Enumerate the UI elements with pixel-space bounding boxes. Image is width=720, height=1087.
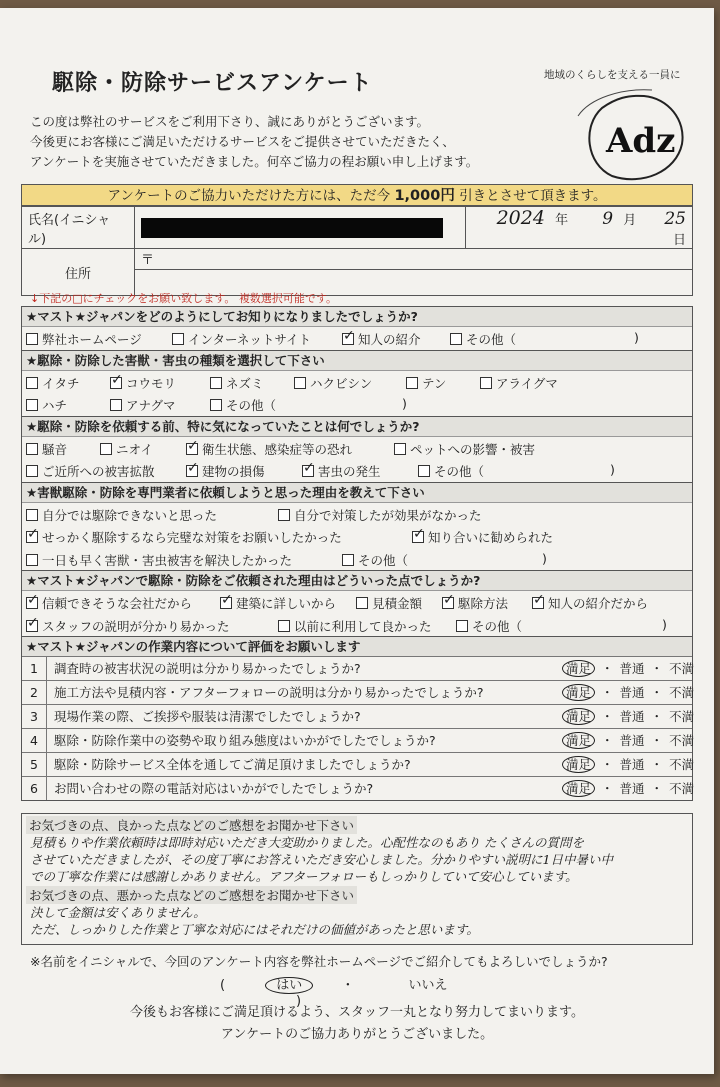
good-comments-text[interactable]: 見積もりや作業依頼時は即時対応いただき大変助かりました。心配性なのもあり たくさんの質問を させていただきましたが、その度丁寧にお答えいただき安心しました。分かりやすい説明に1日中暑い中 での丁寧な作業には感謝しかありません。アフターフォローもしっかりしていて安心しています。 [30,835,613,884]
option-building-damage[interactable]: ✓ 建物の損傷 [186,462,265,480]
survey-questions [21,306,693,801]
date-field[interactable] [466,207,693,249]
address-label: 住所 [22,249,135,296]
checkbox[interactable] [26,377,38,389]
rating-unsatisfied[interactable]: 不満 [669,757,695,772]
question-number: 6 [22,777,47,800]
checkbox[interactable] [450,333,462,345]
page-title: 駆除・防除サービスアンケート [52,71,373,96]
other-close: ) [610,462,615,477]
option-internet[interactable]: インターネットサイト [172,330,311,348]
year-unit: 年 [555,213,569,228]
option-insects[interactable]: ✓ 害虫の発生 [302,462,381,480]
option-building-expertise[interactable]: ✓ 建築に詳しいから [220,594,336,612]
rating-separator: ・ [601,781,614,796]
bad-comments-text[interactable]: 決して金額は安くありません。 ただ、しっかりした作業と丁寧な対応にはそれだけの価値があったと思います。 [30,905,479,937]
other-close: ) [542,550,547,566]
banner-pre: アンケートのご協力いただけた方には、ただ今 [107,188,391,204]
rating-satisfied-circled[interactable]: 満足 [562,684,595,701]
answer-separator: ・ [341,978,355,993]
checkbox-checked[interactable] [220,597,232,609]
checkbox[interactable] [172,333,184,345]
rating-separator: ・ [650,661,664,676]
rating-satisfied-circled[interactable]: 満足 [562,732,595,749]
rating-separator: ・ [650,781,664,796]
customer-info-table [21,206,693,296]
option-trustworthy[interactable]: ✓信頼できそうな会社だから [26,594,192,612]
rating-unsatisfied[interactable]: 不満 [669,733,695,748]
name-label: 氏名(イニシャル) [22,207,135,249]
rating-satisfied-circled[interactable]: 満足 [562,660,595,677]
answer-yes-circled[interactable]: はい [265,977,313,994]
evaluation-row [22,656,695,680]
checkbox[interactable] [418,465,430,477]
bad-comments-label: お気づきの点、悪かった点などのご感想をお聞かせ下さい [26,886,357,904]
instruction-note: ↓下記の□にチェックをお願い致します。 複数選択可能です。 [30,292,338,305]
rating-separator: ・ [650,685,664,700]
checkbox-checked[interactable] [26,597,38,609]
checkbox[interactable] [342,554,354,566]
option-bat[interactable]: ✓ コウモリ [110,374,176,392]
checkbox[interactable] [100,443,112,455]
other-close: ) [634,330,639,345]
section-heading: ★マスト★ジャパンをどのようにしてお知りになりましたでしょうか? [22,307,692,327]
rating-separator: ・ [650,733,664,748]
evaluation-row [22,728,695,752]
redacted-name [141,218,443,238]
banner-amount: 1,000円 [394,188,455,204]
checkbox[interactable] [356,597,368,609]
option-marten[interactable]: テン [406,374,446,392]
section-pest-type [22,350,692,416]
intro-text: この度は弊社のサービスをご利用下さり、誠にありがとうございます。 今後更にお客様にご満足いただけるサービスをご提供させていただきたく、 アンケートを実施させていただきました。何卒ご協力の程お願い申し上げます。 [30,114,479,169]
checkbox-checked[interactable] [442,597,454,609]
section-reason-professional [22,482,692,571]
checkbox[interactable] [26,509,38,521]
option-raccoon[interactable]: アライグマ [480,374,558,392]
checkbox[interactable] [210,377,222,389]
section-heading: ★害獣駆除・防除を専門業者に依頼しようと思った理由を教えて下さい [22,483,692,503]
question-text: お問い合わせの際の電話対応はいかがでしたでしょうか? [54,781,374,796]
checkbox-checked[interactable] [412,531,424,543]
rating-satisfied-circled[interactable]: 満足 [562,708,595,725]
question-text: 施工方法や見積内容・アフターフォローの説明は分かり易かったでしょうか? [54,685,484,700]
option-pets[interactable]: ペットへの影響・被害 [394,440,535,458]
question-number: 3 [22,705,47,728]
section-heading: ★駆除・防除を依頼する前、特に気になっていたことは何でしょうか? [22,417,692,437]
rating-separator: ・ [601,733,614,748]
rating-choices [562,681,694,704]
option-other[interactable]: その他（ [342,551,408,569]
option-clear-explanation[interactable]: ✓スタッフの説明が分かり易かった [26,617,230,635]
option-bee[interactable]: ハチ [26,396,67,414]
rating-separator: ・ [650,757,664,772]
survey-sheet [0,8,714,1074]
rating-unsatisfied[interactable]: 不満 [669,685,695,700]
other-close: ) [662,616,667,632]
rating-choices [562,705,694,728]
option-referral[interactable]: ✓ 知人の紹介 [342,330,421,348]
comments-box [21,813,693,945]
evaluation-row [22,680,695,704]
rating-normal[interactable]: 普通 [619,709,645,724]
rating-unsatisfied[interactable]: 不満 [669,661,695,676]
rating-separator: ・ [601,661,614,676]
rating-normal[interactable]: 普通 [619,757,645,772]
section-concerns [22,416,692,482]
checkbox-checked[interactable] [532,597,544,609]
question-number: 2 [22,681,47,704]
date-month: 9 [602,209,614,229]
option-other[interactable]: その他（ [450,330,516,348]
option-badger[interactable]: アナグマ [110,396,176,414]
checkbox-checked[interactable] [110,377,122,389]
section-reason-choice [22,570,692,636]
evaluation-rows [22,656,695,800]
question-number: 5 [22,753,47,776]
rating-normal[interactable]: 普通 [619,733,645,748]
paren-open: ( [220,978,226,993]
option-other[interactable]: その他（ [418,462,484,480]
rating-normal[interactable]: 普通 [619,781,645,796]
good-comments-label: お気づきの点、良かった点などのご感想をお聞かせ下さい [26,816,357,834]
checkbox-checked[interactable] [26,531,38,543]
rating-separator: ・ [601,685,614,700]
rating-choices [562,777,694,800]
rating-unsatisfied[interactable]: 不満 [669,709,695,724]
rating-separator: ・ [650,709,664,724]
checkbox[interactable] [26,333,38,345]
checkbox[interactable] [26,443,38,455]
checkbox[interactable] [406,377,418,389]
reward-banner [21,184,693,206]
postal-mark: 〒 [141,253,155,269]
option-neighbors[interactable]: ご近所への被害拡散 [26,462,155,480]
question-number: 4 [22,729,47,752]
date-day: 25 [664,209,686,229]
question-text: 現場作業の際、ご挨拶や服装は清潔でしたでしょうか? [54,709,361,724]
rating-unsatisfied[interactable]: 不満 [669,781,695,796]
month-unit: 月 [623,213,637,228]
question-text: 駆除・防除作業中の姿勢や取り組み態度はいかがでしたでしょうか? [54,733,436,748]
publish-permission-question: ※名前をイニシャルで、今回のアンケート内容を弊社ホームページでご紹介してもよろしいでしょうか? [30,954,608,969]
section-heading: ★駆除・防除した害獣・害虫の種類を選択して下さい [22,351,692,371]
rating-satisfied-circled[interactable]: 満足 [562,780,595,797]
question-number: 1 [22,657,47,680]
section-evaluation [22,636,695,800]
date-year: 2024 [496,207,545,229]
rating-choices [562,753,694,776]
rating-separator: ・ [601,709,614,724]
day-unit: 日 [672,233,686,248]
section-heading: ★マスト★ジャパンの作業内容について評価をお願いします [22,637,692,656]
option-referral[interactable]: ✓ 知人の紹介だから [532,594,648,612]
checkbox[interactable] [26,399,38,411]
banner-post: 引きとさせて頂きます。 [459,188,607,204]
checkbox-checked[interactable] [186,443,198,455]
checkbox[interactable] [294,377,306,389]
checkbox[interactable] [26,465,38,477]
checkbox-checked[interactable] [26,620,38,632]
checkbox[interactable] [26,554,38,566]
rating-normal[interactable]: 普通 [619,685,645,700]
evaluation-row [22,752,695,776]
rating-choices [562,657,694,680]
checkbox-checked[interactable] [302,465,314,477]
checkbox-checked[interactable] [342,333,354,345]
option-perfect-treatment[interactable]: ✓せっかく駆除するなら完璧な対策をお願いしたかった [26,528,342,546]
option-odor[interactable]: ニオイ [100,440,153,458]
checkbox-checked[interactable] [186,465,198,477]
option-other[interactable]: その他（ [210,396,276,414]
rating-separator: ・ [601,757,614,772]
other-close: ) [402,396,407,411]
evaluation-row [22,704,695,728]
paren-close: ) [296,994,302,1009]
closing-line-1: 今後もお客様にご満足頂けるよう、スタッフ一丸となり努力してまいります。 [130,1005,584,1020]
name-field[interactable] [135,207,466,249]
option-asap[interactable]: 一日も早く害獣・害虫被害を解決したかった [26,551,292,569]
option-self-failed[interactable]: 自分で対策したが効果がなかった [278,506,482,524]
option-civet[interactable]: ハクビシン [294,374,372,392]
evaluation-row [22,776,695,800]
rating-satisfied-circled[interactable]: 満足 [562,756,595,773]
logo-text: Adz [606,121,676,161]
question-text: 調査時の被害状況の説明は分かり易かったでしょうか? [54,661,361,676]
rating-normal[interactable]: 普通 [619,661,645,676]
option-cannot-self[interactable]: 自分では駆除できないと思った [26,506,217,524]
postal-field[interactable] [135,249,693,270]
option-recommended[interactable]: ✓ 知り合いに勧められた [412,528,553,546]
checkbox[interactable] [278,620,290,632]
section-heading: ★マスト★ジャパンで駆除・防除をご依頼された理由はどういった点でしょうか? [22,571,692,591]
answer-no[interactable]: いいえ [408,978,448,993]
checkbox[interactable] [480,377,492,389]
checkbox[interactable] [210,399,222,411]
checkbox[interactable] [110,399,122,411]
option-mouse[interactable]: ネズミ [210,374,264,392]
option-noise[interactable]: 騒音 [26,440,67,458]
option-homepage[interactable]: 弊社ホームページ [26,330,142,348]
option-estimate[interactable]: 見積金額 [356,594,422,612]
question-text: 駆除・防除サービス全体を通してご満足頂けましたでしょうか? [54,757,411,772]
option-used-before[interactable]: 以前に利用して良かった [278,617,432,635]
option-weasel[interactable]: イタチ [26,374,80,392]
brand-tagline: 地域のくらしを支える一員に [544,69,681,81]
section-source [22,307,692,350]
checkbox[interactable] [394,443,406,455]
company-logo [572,86,690,186]
checkbox[interactable] [278,509,290,521]
checkbox[interactable] [456,620,468,632]
option-other[interactable]: その他（ [456,617,522,635]
option-method[interactable]: ✓ 駆除方法 [442,594,508,612]
option-hygiene[interactable]: ✓ 衛生状態、感染症等の恐れ [186,440,352,458]
closing-line-2: アンケートのご協力ありがとうございました。 [220,1027,494,1042]
rating-choices [562,729,694,752]
